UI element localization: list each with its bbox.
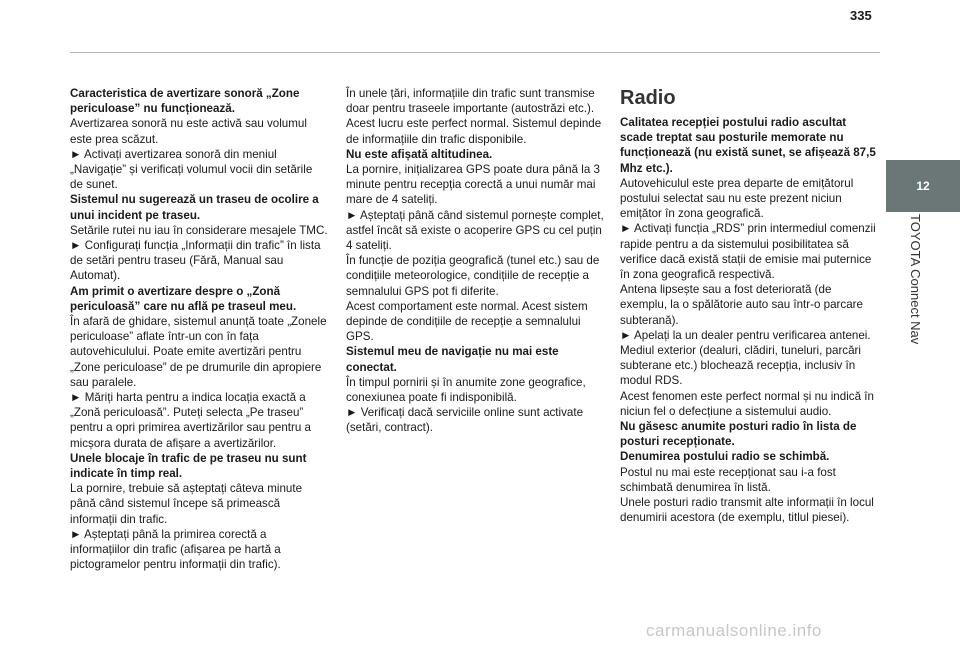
text-column-2 bbox=[346, 86, 604, 436]
body-paragraph: Antena lipsește sau a fost deteriorată (de exemplu, la o spălătorie auto sau într-o parcare subterană). bbox=[620, 283, 863, 327]
chapter-title: TOYOTA Connect Nav bbox=[908, 214, 923, 345]
body-paragraph: Mediul exterior (dealuri, clădiri, tuneluri, parcări subterane etc.) blochează recepția, inclusiv în modul RDS. bbox=[620, 344, 861, 388]
body-paragraph: ► Activați funcția „RDS” prin intermediul comenzii rapide pentru a da sistemului posibilitatea să verifice dacă există stații de emisie mai puternice în zona geografică respectivă. bbox=[620, 222, 876, 282]
watermark: carmanualsonline.info bbox=[646, 621, 822, 640]
body-paragraph: ► Configurați funcția „Informații din trafic” în lista de setări pentru traseu (Fără, Manual sau Automat). bbox=[70, 239, 321, 283]
body-paragraph: Avertizarea sonoră nu este activă sau volumul este prea scăzut. bbox=[70, 117, 307, 146]
body-paragraph: Postul nu mai este recepționat sau i-a fost schimbată denumirea în listă. bbox=[620, 465, 836, 494]
body-paragraph: Acest comportament este normal. Acest sistem depinde de condițiile de recepție a semnalului GPS. bbox=[346, 299, 588, 344]
page-number: 335 bbox=[850, 8, 872, 23]
header-divider bbox=[70, 52, 880, 53]
body-paragraph: În timpul pornirii și în anumite zone geografice, conexiunea poate fi indisponibilă. bbox=[346, 375, 586, 405]
body-paragraph: În unele țări, informațiile din trafic sunt transmise doar pentru traseele importante (autostrăzi etc.). Acest lucru este perfect normal. Sistemul depinde de informațiile din trafic disponibile. bbox=[346, 87, 602, 146]
body-paragraph: ► Măriți harta pentru a indica locația exactă a „Zonă periculoasă”. Puteți selecta „Pe traseu” pentru a opri primirea avertizărilor sau pentru a micșora durata de afișare a avertizărilor. bbox=[70, 391, 312, 450]
body-paragraph: În afară de ghidare, sistemul anunță toate „Zonele periculoase” aflate într-un con în fața autovehiculului. Poate emite avertizări pentru „Zone periculoase” de pe drumurile din apropiere sau paralele. bbox=[70, 315, 327, 389]
chapter-tab bbox=[886, 160, 960, 212]
question-heading: Sistemul nu sugerează un traseu de ocolire a unui incident pe traseu. bbox=[70, 193, 319, 222]
question-heading: Unele blocaje în trafic de pe traseu nu sunt indicate în timp real. bbox=[70, 451, 307, 481]
section-heading: Radio bbox=[620, 87, 676, 109]
body-paragraph: ► Așteptați până la primirea corectă a informațiilor din trafic (afișarea pe hartă a pictogramelor pentru informații din trafic). bbox=[70, 527, 281, 572]
body-paragraph: ► Activați avertizarea sonoră din meniul „Navigație” și verificați volumul vocii din setările de sunet. bbox=[70, 147, 313, 192]
body-paragraph: La pornire, trebuie să așteptați câteva minute până când sistemul începe să primească informații din trafic. bbox=[70, 482, 303, 526]
body-paragraph: Autovehiculul este prea departe de emițătorul postului selectat sau nu este prezent niciun emițător în zona geografică. bbox=[620, 176, 854, 221]
chapter-number: 12 bbox=[916, 179, 930, 193]
question-heading: Nu găsesc anumite posturi radio în lista de posturi recepționate. bbox=[620, 420, 857, 449]
body-paragraph: Acest fenomen este perfect normal și nu indică în niciun fel o defecțiune a sistemului audio. bbox=[620, 389, 874, 418]
question-heading: Denumirea postului radio se schimbă. bbox=[620, 450, 830, 464]
text-column-1 bbox=[70, 86, 328, 573]
body-paragraph: Setările rutei nu iau în considerare mesajele TMC. bbox=[70, 223, 328, 237]
body-paragraph: În funcție de poziția geografică (tunel etc.) sau de condițiile meteorologice, condițiile de recepție a semnalului GPS pot fi diferite. bbox=[346, 254, 600, 298]
question-heading: Sistemul meu de navigație nu mai este conectat. bbox=[346, 345, 559, 374]
question-heading: Am primit o avertizare despre o „Zonă periculoasă” care nu află pe traseul meu. bbox=[70, 284, 297, 313]
body-paragraph: ► Verificați dacă serviciile online sunt activate (setări, contract). bbox=[346, 406, 584, 435]
text-column-3 bbox=[620, 86, 876, 525]
body-paragraph: ► Apelați la un dealer pentru verificarea antenei. bbox=[620, 328, 871, 342]
body-paragraph: Unele posturi radio transmit alte informații în locul denumirii acestora (de exemplu, titlul piesei). bbox=[620, 496, 874, 525]
question-heading: Caracteristica de avertizare sonoră „Zone periculoase” nu funcționează. bbox=[70, 87, 300, 116]
question-heading: Calitatea recepției postului radio ascultat scade treptat sau posturile memorate nu funcționează (nu există sunet, se afișează 87,5 Mhz etc.). bbox=[620, 116, 876, 175]
question-heading: Nu este afișată altitudinea. bbox=[346, 147, 493, 161]
body-paragraph: ► Așteptați până când sistemul pornește complet, astfel încât să existe o acoperire GPS cu cel puțin 4 sateliți. bbox=[346, 208, 604, 253]
body-paragraph: La pornire, inițializarea GPS poate dura până la 3 minute pentru recepția corectă a unui număr mai mare de 4 sateliți. bbox=[346, 163, 600, 207]
